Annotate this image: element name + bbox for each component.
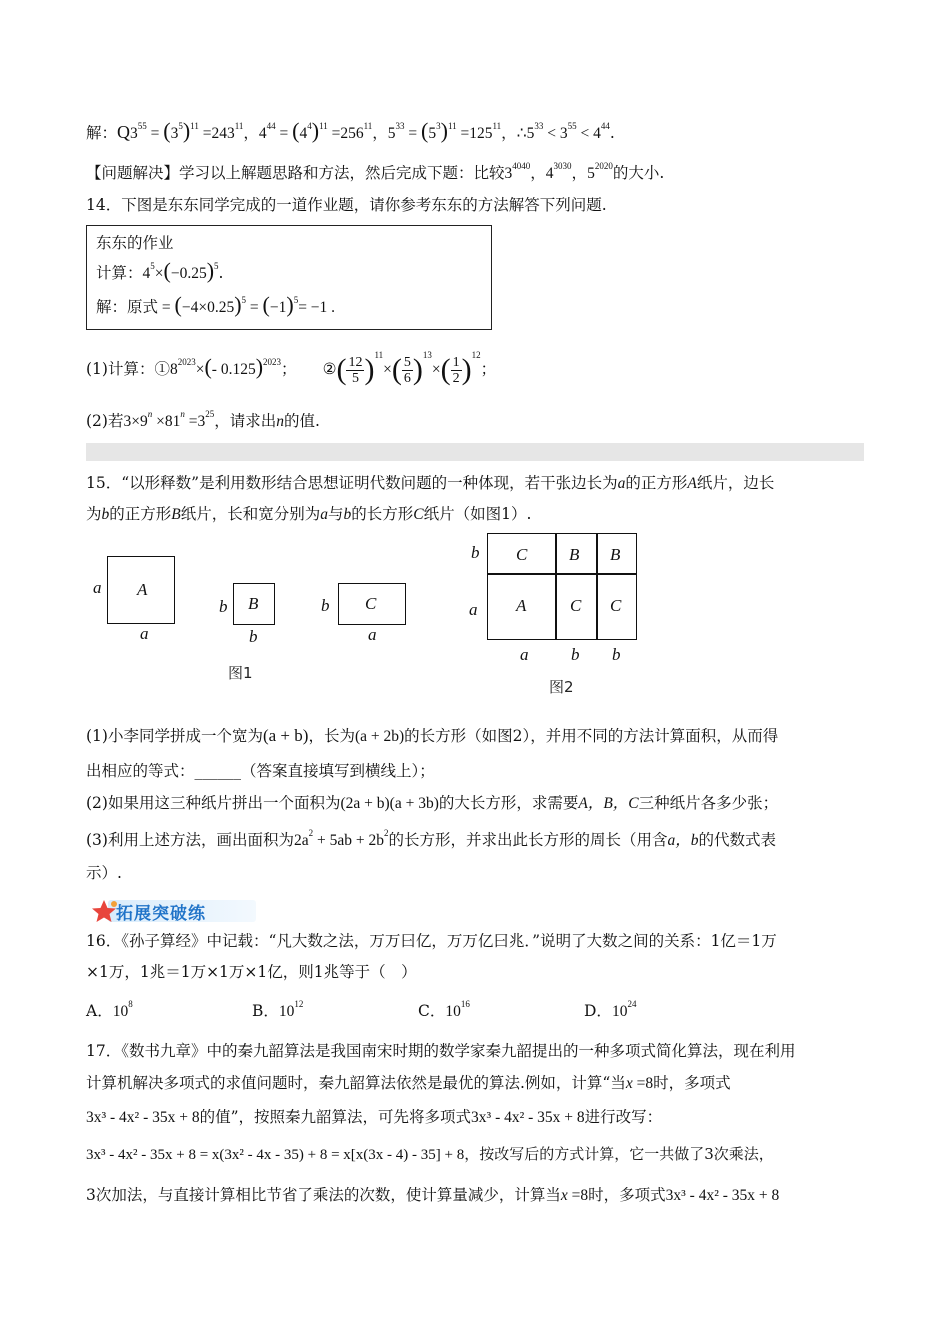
text: 时，多项式	[653, 1074, 731, 1092]
math: 10	[611, 1003, 628, 1020]
math: 8	[169, 361, 178, 378]
text: 的代数式表	[698, 831, 777, 849]
exp: 12	[471, 350, 481, 360]
text: 的长方形，并求出此长方形的周长（用含	[388, 831, 668, 849]
therefore-symbol: ∴	[516, 125, 527, 142]
exp: 11	[374, 350, 384, 360]
math: −0.25	[170, 265, 207, 282]
since-symbol: Q	[117, 122, 131, 142]
math: 5	[526, 125, 535, 142]
figure-1-caption: 图1	[228, 664, 253, 682]
fraction: $\frac{12}{5}$	[348, 354, 363, 386]
text: (1)小李同学拼成一个宽为	[86, 727, 263, 745]
label: 【问题解决】	[86, 164, 180, 182]
q17-line3	[86, 1106, 662, 1129]
math: n	[276, 413, 284, 430]
exp: 5	[214, 261, 219, 271]
fraction: $\frac{1}{2}$	[452, 354, 460, 386]
math: 10	[445, 1003, 461, 1020]
math: 4	[593, 125, 601, 142]
label-a: a	[93, 578, 102, 597]
label-a: a	[140, 624, 149, 643]
exp: 5	[241, 295, 247, 305]
label-b: b	[612, 645, 621, 664]
label-b: b	[249, 627, 258, 646]
q17-line5	[86, 1184, 779, 1207]
q15-part3-cont: 示）.	[86, 864, 122, 882]
math: −4×0.25	[181, 299, 235, 316]
math: 2a	[293, 832, 309, 849]
option-label: B．	[252, 1002, 279, 1020]
math: + 5ab + 2b	[313, 832, 384, 849]
math: 4	[142, 265, 151, 282]
q17-line1: 17．《数书九章》中的秦九韶算法是我国南宋时期的数学家秦九韶提出的一种多项式简化算法，现在利用	[86, 1042, 796, 1060]
exp: 11	[492, 121, 502, 131]
math: (a + 2b)	[354, 728, 405, 745]
math: C	[413, 506, 424, 523]
text: 计算机解决多项式的求值问题时，秦九韶算法依然是最优的算法.例如，计算“当	[86, 1074, 626, 1092]
math: =8	[567, 1187, 589, 1204]
exp: 25	[205, 409, 215, 419]
q15-line1	[86, 472, 774, 495]
text: 进行改写：	[584, 1108, 663, 1126]
grid-line	[487, 573, 637, 575]
option-label: A．	[86, 1002, 113, 1020]
math: 3	[559, 125, 568, 142]
math: b	[101, 506, 110, 523]
label-b: b	[571, 645, 580, 664]
exp: 33	[534, 121, 544, 131]
text: ，按改写后的方式计算，它一共做了3次乘法，	[464, 1145, 774, 1163]
badge-label: 拓展突破练	[116, 904, 206, 924]
homework-title: 东东的作业	[96, 234, 174, 252]
text: 的长方形（如图2），并用不同的方法计算面积，从而得	[404, 727, 779, 745]
math: x	[625, 1075, 633, 1092]
q16-option-d[interactable]	[584, 1000, 636, 1023]
exp: 4040	[512, 161, 531, 171]
cell-C: C	[610, 596, 622, 615]
math: 125	[469, 125, 493, 142]
text: 3次加法，与直接计算相比节省了乘法的次数，使计算量减少，计算当	[86, 1186, 561, 1204]
label: (1)计算：①	[86, 360, 170, 378]
exp: 5	[178, 121, 183, 131]
q16-option-c[interactable]	[418, 1000, 470, 1023]
math: = −1 .	[298, 299, 336, 316]
math: ×81	[152, 413, 181, 430]
label: 解：原式	[96, 298, 159, 316]
grid-line	[555, 533, 557, 640]
math: (2a + b)(a + 3b)	[340, 795, 439, 812]
label: ②	[322, 360, 337, 378]
text: 的长方形	[351, 505, 414, 523]
q17-line2	[86, 1072, 731, 1095]
math: 3×9	[123, 413, 148, 430]
math: - 0.125	[211, 361, 256, 378]
exp: 8	[128, 999, 133, 1009]
q15-part2	[86, 792, 778, 815]
math: 3	[504, 165, 513, 182]
text: （答案直接填写到横线上）；	[241, 762, 435, 780]
exp: 3030	[553, 161, 572, 171]
exp: 11	[363, 121, 373, 131]
exp: 44	[266, 121, 276, 131]
exp: 2020	[594, 161, 613, 171]
math: 3x³ - 4x² - 35x + 8	[86, 1109, 200, 1126]
math: 4	[545, 165, 554, 182]
text: 三种纸片各多少张；	[638, 794, 779, 812]
option-label: D．	[584, 1002, 612, 1020]
label-a: a	[368, 625, 377, 644]
q16-option-a[interactable]	[86, 1000, 133, 1023]
q16-option-b[interactable]	[252, 1000, 303, 1023]
exp: 11	[234, 121, 244, 131]
divider-bar	[86, 443, 864, 461]
exp: 5	[150, 261, 155, 271]
q15-line2	[86, 503, 531, 526]
text: 的正方形	[109, 505, 172, 523]
text: 的正方形	[625, 474, 688, 492]
text: ；	[480, 360, 497, 378]
fraction: $\frac{5}{6}$	[403, 354, 411, 386]
label-a: a	[520, 645, 529, 664]
math: A，B，C	[578, 795, 639, 812]
math: 5	[428, 125, 437, 142]
math: 3	[170, 125, 179, 142]
label-B: B	[248, 594, 259, 613]
exp: 5	[293, 295, 299, 305]
math: (a + b)	[262, 726, 309, 745]
label-b: b	[471, 543, 480, 562]
label: 计算：	[96, 264, 143, 282]
math: a，b	[667, 832, 699, 849]
math: a	[617, 475, 626, 492]
math: 3x³ - 4x² - 35x + 8 = x(3x² - 4x - 35) + 8 = x[x(3x - 4) - 35] + 8	[86, 1147, 465, 1163]
exp: 24	[627, 999, 637, 1009]
exp: 2023	[263, 357, 282, 367]
exp: 11	[447, 121, 457, 131]
text: (2)如果用这三种纸片拼出一个面积为	[86, 794, 341, 812]
exp: 55	[137, 121, 147, 131]
math: 3x³ - 4x² - 35x + 8	[471, 1109, 585, 1126]
math: 4	[299, 125, 308, 142]
label-a: a	[469, 600, 478, 619]
text: 学习以上解题思路和方法，然后完成下题：比较	[179, 164, 505, 182]
figure-2-caption: 图2	[549, 678, 574, 696]
text: 纸片，长和宽分别为	[180, 505, 321, 523]
answer-blank[interactable]: ______	[194, 762, 242, 780]
exp: 3	[436, 121, 441, 131]
math: B	[171, 506, 181, 523]
cell-B: B	[569, 545, 580, 564]
label-b: b	[219, 597, 228, 616]
exp: 11	[190, 121, 199, 131]
text: ，请求出	[214, 412, 277, 430]
exp: n	[180, 409, 185, 419]
text: (3)利用上述方法，画出面积为	[86, 831, 294, 849]
text: 纸片（如图1）.	[423, 505, 532, 523]
q15-part1-cont	[86, 760, 435, 782]
cell-B: B	[610, 545, 621, 564]
q16-line1: 16．《孙子算经》中记载：“凡大数之法，万万曰亿，万万亿曰兆．”说明了大数之间的关系：1亿＝1万	[86, 932, 777, 950]
text: 为	[86, 505, 102, 523]
problem-solving-line: 【问题解决】学习以上解题思路和方法，然后完成下题：比较$3^{4040}$，$4^{3030}$，$5^{2020}$的大小.	[86, 161, 665, 182]
q14-part2	[86, 410, 320, 433]
math: A	[687, 475, 697, 492]
math: 10	[278, 1003, 295, 1020]
label: (2)若	[86, 412, 124, 430]
exp: 16	[460, 999, 470, 1009]
text: 15．“以形释数”是利用数形结合思想证明代数问题的一种体现，若干张边长为	[86, 474, 618, 492]
section-badge	[90, 898, 260, 924]
option-label: C．	[418, 1002, 446, 1020]
math: 4	[258, 125, 267, 142]
exp: 11	[319, 121, 328, 131]
exp: n	[147, 409, 153, 419]
math: x	[560, 1187, 568, 1204]
math: =8	[632, 1075, 654, 1092]
text: 的大小.	[612, 164, 665, 182]
exp: 12	[294, 999, 304, 1009]
exp: 55	[567, 121, 577, 131]
math: 243	[211, 125, 235, 142]
exp: 44	[600, 121, 610, 131]
text: 的值”，按照秦九韶算法，可先将多项式	[199, 1108, 472, 1126]
text: 的大长方形，求需要	[438, 794, 579, 812]
math: 3x³ - 4x² - 35x + 8	[665, 1187, 780, 1204]
math: 3	[130, 125, 138, 142]
math: 10	[112, 1003, 129, 1020]
exp: 2023	[177, 357, 196, 367]
q16-line2: ×1万，1兆＝1万×1万×1亿，则1兆等于（ ）	[86, 963, 417, 981]
text: 出相应的等式：	[86, 762, 195, 780]
text: ；	[281, 360, 297, 378]
math: =3	[184, 413, 206, 430]
cell-C: C	[516, 545, 528, 564]
math: −1	[269, 299, 287, 316]
homework-solution: 解：原式 = $(-4\times 0.25)^5 = (-1)^5= -1$ .	[96, 292, 336, 317]
cell-A: A	[516, 596, 527, 615]
text: 时，多项式	[588, 1186, 666, 1204]
solution-line: 解：$Q3^{55} = (3^5)^{11} =243^{11}$，$4^{44} = (4^4)^{11} =256^{11}$，$5^{33} = (5^3)^{11} =125^{11}$，$\therefore 5^{33} < 3^{55} < 4^{44}$.	[86, 118, 615, 143]
math: a	[320, 506, 329, 523]
q15-part1	[86, 725, 778, 748]
q17-line4	[86, 1143, 774, 1166]
grid-line	[596, 533, 598, 640]
math: ×	[154, 265, 164, 282]
text: 的值.	[283, 412, 320, 430]
text: 与	[328, 505, 344, 523]
cell-C: C	[570, 596, 582, 615]
math: 5	[387, 125, 396, 142]
q14-intro: 14．下图是东东同学完成的一道作业题，请你参考东东的方法解答下列问题.	[86, 196, 607, 214]
q15-part3: (3)利用上述方法，画出面积为$2a^2 + 5ab + 2b^2$的长方形，并求出此长方形的周长（用含a，b的代数式表	[86, 828, 777, 849]
math: 5	[587, 165, 595, 182]
math: 256	[340, 125, 364, 142]
text: 纸片，边长	[696, 474, 775, 492]
exp: 33	[395, 121, 405, 131]
text: ，长为	[308, 727, 355, 745]
q14-part1: (1)计算：$①8^{2023}\times(-$ 0.125)$^{2023}$； ②( $\frac{12}{5}$ )$^{11}$×( $\frac{5}{6}$ )$^{13}$×( $\frac{1}{2}$ )$^{12}$；	[86, 350, 497, 386]
text: 解：	[86, 124, 118, 142]
homework-calc: 计算：$4^5\times(-0.25)^5$.	[96, 258, 224, 283]
label-C: C	[365, 594, 377, 613]
exp: 4	[307, 121, 312, 131]
math: b	[343, 506, 352, 523]
label-A: A	[137, 580, 148, 599]
label-b: b	[321, 596, 330, 615]
exp: 13	[422, 350, 432, 360]
